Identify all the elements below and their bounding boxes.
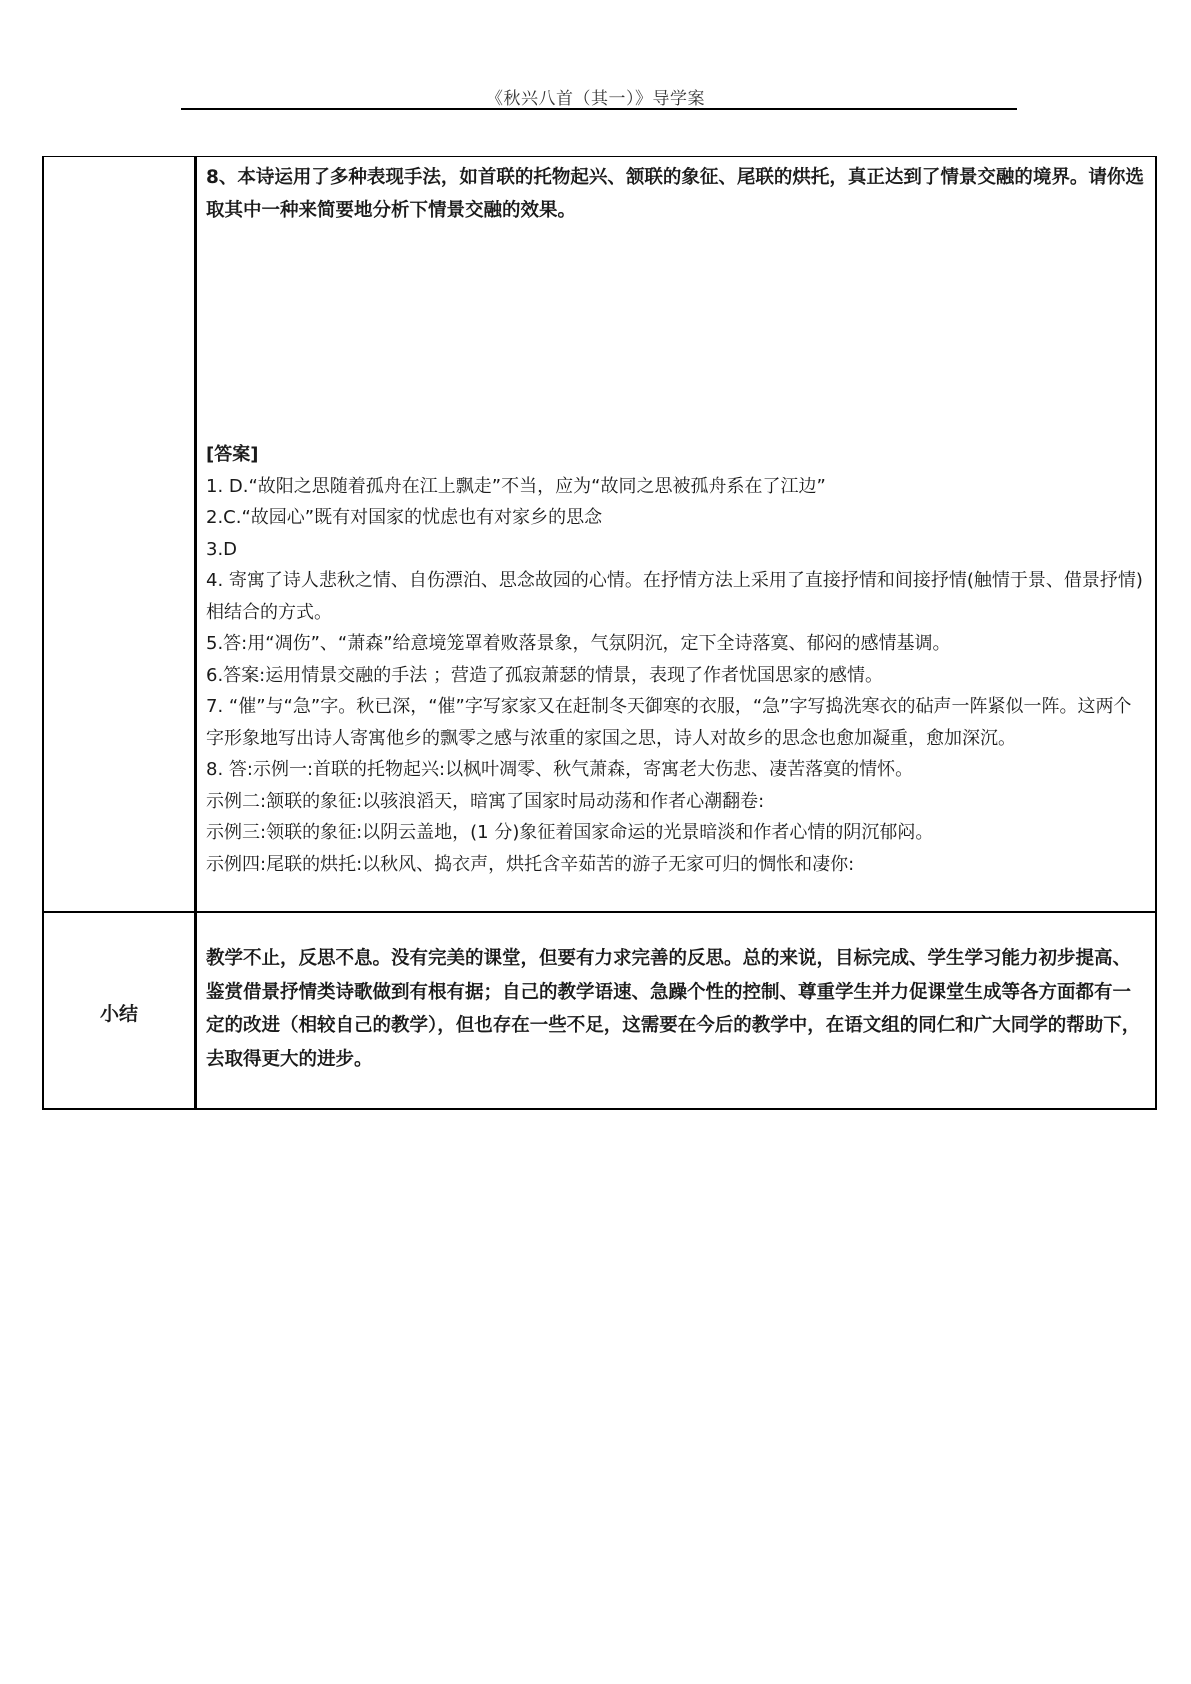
answer-line: 7. “催”与“急”字。秋已深，“催”字写家家又在赶制冬天御寒的衣服，“急”字写捣洗寒衣的砧声一阵紧似一阵。这两个字形象地写出诗人寄寓他乡的飘零之感与浓重的家国之思，诗人对故乡的思念也愈加凝重，愈加深沉。 xyxy=(206,696,1132,749)
column-divider xyxy=(194,157,197,1108)
answer-heading: [答案] xyxy=(206,444,259,465)
answer-line: 1. D.“故阳之思随着孤舟在江上飘走”不当，应为“故同之思被孤舟系在了江边” xyxy=(206,475,826,497)
answer-line: 5.答:用“凋伤”、“萧森”给意境笼罩着败落景象，气氛阴沉，定下全诗落寞、郁闷的感情基调。 xyxy=(206,633,951,654)
answer-line: 示例四:尾联的烘托:以秋风、捣衣声，烘托含辛茹苦的游子无家可归的惆怅和凄你: xyxy=(206,853,855,875)
answer-line: 6.答案:运用情景交融的手法 ；营造了孤寂萧瑟的情景，表现了作者忧国思家的感情。 xyxy=(206,664,883,686)
summary-label: 小结 xyxy=(99,1003,138,1025)
answer-line: 3.D xyxy=(206,538,238,560)
row-divider xyxy=(44,911,1155,913)
answer-line: 4. 寄寓了诗人悲秋之情、自伤漂泊、思念故园的心情。在抒情方法上采用了直接抒情和间接抒情(触情于景、借景抒情)相结合的方式。 xyxy=(206,570,1143,623)
answer-section xyxy=(206,439,1146,880)
answer-line: 8. 答:示例一:首联的托物起兴:以枫叶凋零、秋气萧森，寄寓老大伤悲、凄苦落寞的情怀。 xyxy=(206,759,914,780)
header-rule xyxy=(181,108,1017,110)
answer-line: 示例三:领联的象征:以阴云盖地，(1 分)象征着国家命运的光景暗淡和作者心情的阴沉郁闷。 xyxy=(206,822,934,843)
answer-line: 2.C.“故园心”既有对国家的忧虑也有对家乡的思念 xyxy=(206,507,603,528)
lesson-table xyxy=(42,156,1157,1110)
question-8: 8、本诗运用了多种表现手法，如首联的托物起兴、颔联的象征、尾联的烘托，真正达到了情景交融的境界。请你选取其中一种来简要地分析下情景交融的效果。 xyxy=(206,167,1144,221)
answer-line: 示例二:颔联的象征:以骇浪滔天，暗寓了国家时局动荡和作者心潮翻卷: xyxy=(206,790,765,812)
page-title: 《秋兴八首（其一）》导学案 xyxy=(486,89,705,109)
summary-text: 教学不止，反思不息。没有完美的课堂，但要有力求完善的反思。总的来说，目标完成、学生学习能力初步提高、鉴赏借景抒情类诗歌做到有根有据；自己的教学语速、急躁个性的控制、尊重学生并力促课堂生成等各方面都有一定的改进（相较自己的教学），但也存在一些不足，这需要在今后的教学中，在语文组的同仁和广大同学的帮助下，去取得更大的进步。 xyxy=(206,948,1141,1070)
